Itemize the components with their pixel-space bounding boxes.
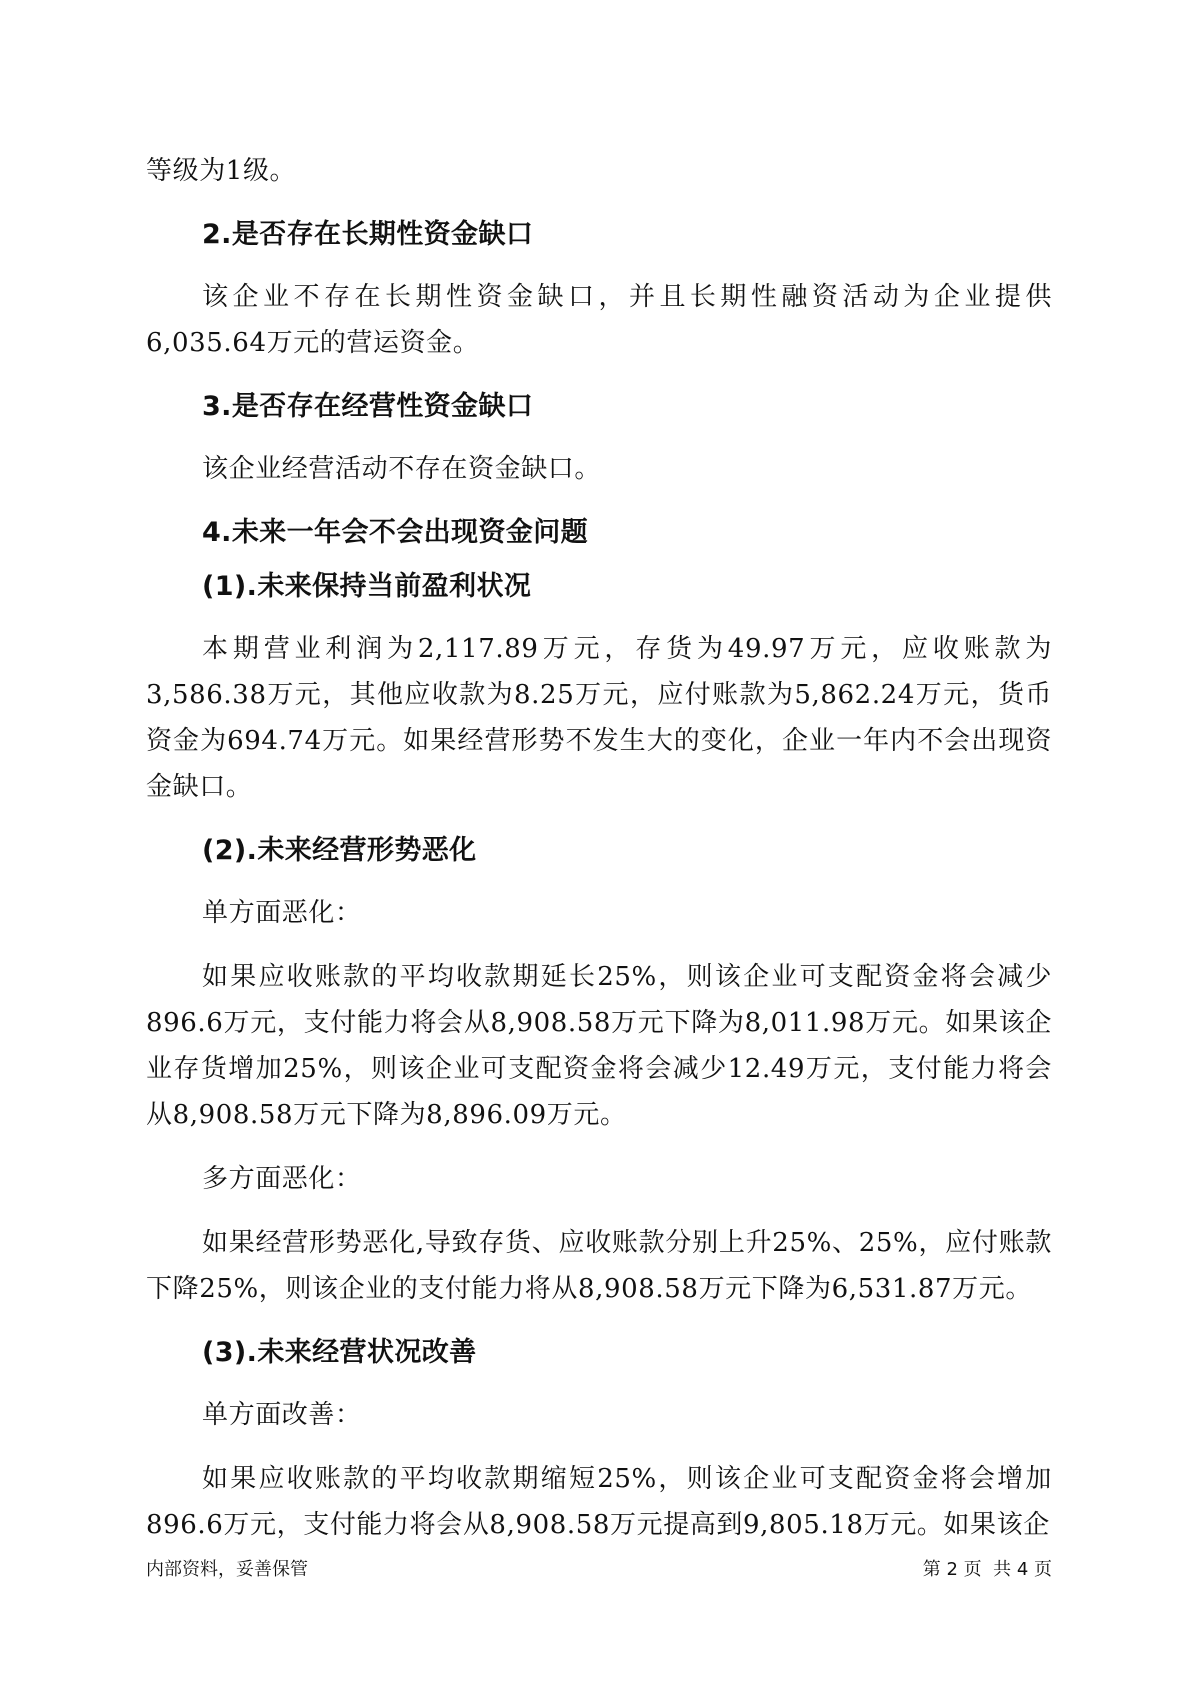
paragraph-operating-gap: 该企业经营活动不存在资金缺口。: [202, 454, 602, 484]
paragraph-single-worsen: 如果应收账款的平均收款期延长25%，则该企业可支配资金将会减少896.6万元，支付能力将会从8,908.58万元下降为8,011.98万元。如果该企业存货增加25%，则该企业可支配资金将会减少12.49万元，支付能力将会从8,908.58万元下降为8,896.09万元。: [146, 962, 1052, 1130]
paragraph-keep-current: 本期营业利润为2,117.89万元，存货为49.97万元，应收账款为3,586.38万元，其他应收款为8.25万元，应付账款为5,862.24万元，货币资金为694.74万元。如果经营形势不发生大的变化，企业一年内不会出现资金缺口。: [146, 634, 1052, 802]
heading-improve: (3).未来经营状况改善: [202, 1337, 477, 1368]
heading-long-term-gap: 2.是否存在长期性资金缺口: [202, 219, 534, 250]
document-body: [146, 148, 1052, 1566]
heading-keep-current: (1).未来保持当前盈利状况: [202, 571, 532, 602]
paragraph-grade: 等级为1级。: [146, 156, 297, 186]
footer-confidential-note: 内部资料，妥善保管: [146, 1559, 308, 1580]
footer-page-number: 第 2 页 共 4 页: [922, 1559, 1052, 1580]
heading-operating-gap: 3.是否存在经营性资金缺口: [202, 391, 534, 422]
paragraph-single-worsen-label: 单方面恶化：: [202, 898, 362, 928]
heading-next-year: 4.未来一年会不会出现资金问题: [202, 517, 589, 548]
paragraph-multi-worsen-label: 多方面恶化：: [202, 1164, 362, 1194]
heading-worsen: (2).未来经营形势恶化: [202, 835, 477, 866]
paragraph-long-term-gap: 该企业不存在长期性资金缺口，并且长期性融资活动为企业提供6,035.64万元的营运资金。: [146, 282, 1052, 358]
paragraph-multi-worsen: 如果经营形势恶化,导致存货、应收账款分别上升25%、25%，应付账款下降25%，则该企业的支付能力将从8,908.58万元下降为6,531.87万元。: [146, 1228, 1052, 1304]
paragraph-single-improve: 如果应收账款的平均收款期缩短25%，则该企业可支配资金将会增加896.6万元，支付能力将会从8,908.58万元提高到9,805.18万元。如果该企: [146, 1464, 1052, 1540]
paragraph-single-improve-label: 单方面改善：: [202, 1400, 362, 1430]
